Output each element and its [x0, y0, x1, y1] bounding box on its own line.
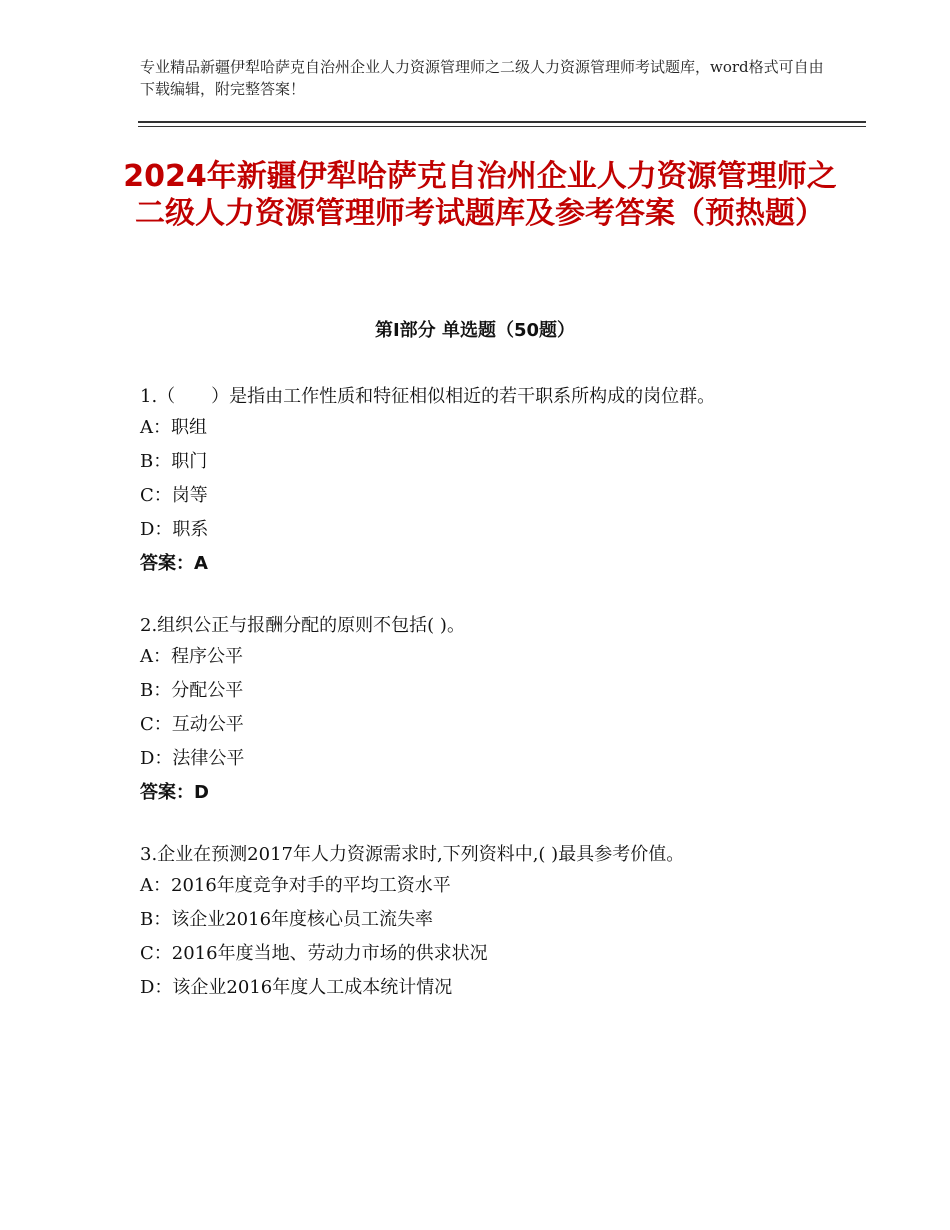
question-list — [140, 382, 820, 1035]
question-stem: 1.（ ）是指由工作性质和特征相似相近的若干职系所构成的岗位群。 — [140, 386, 716, 407]
answer: 答案：D — [140, 782, 209, 803]
question-2 — [140, 611, 820, 810]
option-c: C：2016年度当地、劳动力市场的供求状况 — [140, 943, 488, 964]
option-b: B：该企业2016年度核心员工流失率 — [140, 909, 434, 930]
header-divider-thin — [138, 126, 866, 127]
question-stem: 2.组织公正与报酬分配的原则不包括( )。 — [140, 615, 465, 636]
option-d: D：法律公平 — [140, 748, 245, 769]
option-a: A：程序公平 — [140, 646, 243, 667]
option-c: C：岗等 — [140, 485, 208, 506]
document-title: 2024年新疆伊犁哈萨克自治州企业人力资源管理师之二级人力资源管理师考试题库及参考答案（预热题） — [123, 159, 837, 231]
option-b: B：分配公平 — [140, 680, 244, 701]
question-3 — [140, 840, 820, 1005]
section-title: 第Ⅰ部分 单选题（50题） — [374, 320, 575, 341]
option-a: A：2016年度竞争对手的平均工资水平 — [140, 875, 451, 896]
option-b: B：职门 — [140, 451, 208, 472]
option-c: C：互动公平 — [140, 714, 244, 735]
option-a: A：职组 — [140, 417, 207, 438]
option-d: D：该企业2016年度人工成本统计情况 — [140, 977, 453, 998]
header-note: 专业精品新疆伊犁哈萨克自治州企业人力资源管理师之二级人力资源管理师考试题库，word格式可自由下载编辑，附完整答案！ — [140, 58, 824, 98]
option-d: D：职系 — [140, 519, 209, 540]
question-stem: 3.企业在预测2017年人力资源需求时,下列资料中,( )最具参考价值。 — [140, 844, 685, 865]
question-1 — [140, 382, 820, 581]
answer: 答案：A — [140, 553, 208, 574]
header-divider-thick — [138, 121, 866, 123]
